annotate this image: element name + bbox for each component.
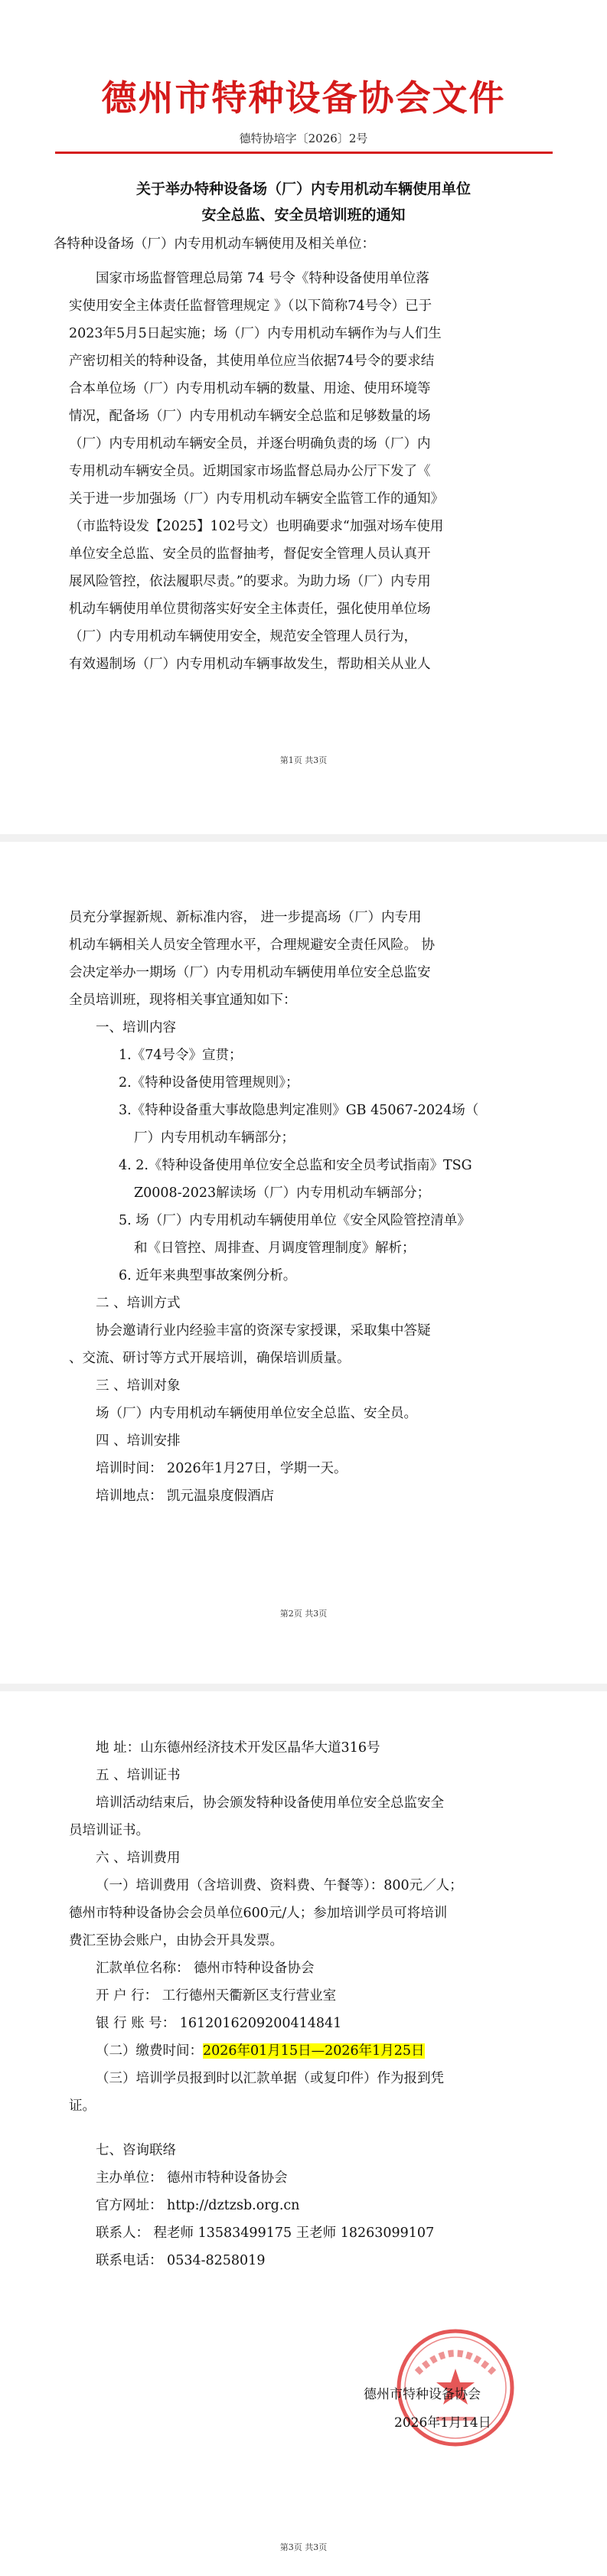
body-line: 情况，配备场（厂）内专用机动车辆安全总监和足够数量的场 <box>69 409 431 424</box>
page-footer: 第1页 共3页 <box>279 755 328 765</box>
content-item: 厂）内专用机动车辆部分； <box>134 1130 295 1146</box>
account-name: 汇款单位名称： 德州市特种设备协会 <box>96 1961 315 1976</box>
body-line: （厂）内专用机动车辆安全员，并逐台明确负责的场（厂）内 <box>69 436 431 452</box>
signature-date: 2026年1月14日 <box>394 2415 491 2431</box>
body-line: 合本单位场（厂）内专用机动车辆的数量、用途、使用环境等 <box>69 381 431 396</box>
signature-organization: 德州市特种设备协会 <box>364 2387 481 2402</box>
body-line: 、交流、研讨等方式开展培训，确保培训质量。 <box>69 1351 351 1366</box>
body-line: （三）培训学员报到时以汇款单据（或复印件）作为报到凭 <box>96 2071 444 2086</box>
body-line: 场（厂）内专用机动车辆使用单位安全总监、安全员。 <box>96 1406 417 1421</box>
contact-phone: 联系电话： 0534-8258019 <box>96 2253 266 2268</box>
section-heading-certificate: 五 、培训证书 <box>96 1768 181 1783</box>
body-line: 机动车辆相关人员安全管理水平，合理规避安全责任风险。 协 <box>69 937 436 953</box>
body-line: 德州市特种设备协会会员单位600元/人；参加培训学员可将培训 <box>69 1906 448 1921</box>
body-line: 机动车辆使用单位贯彻落实好安全主体责任，强化使用单位场 <box>69 602 431 617</box>
account-number: 银 行 账 号： 1612016209200414841 <box>96 2016 342 2031</box>
payment-deadline <box>96 2040 524 2062</box>
body-line: 单位安全总监、安全员的监督抽考，督促安全管理人员认真开 <box>69 546 431 562</box>
body-line: 员培训证书。 <box>69 1823 149 1838</box>
page-footer: 第2页 共3页 <box>279 1609 328 1619</box>
document-header-title: 德州市特种设备协会文件 <box>101 77 506 119</box>
body-line: （厂）内专用机动车辆使用安全，规范安全管理人员行为， <box>69 629 417 644</box>
header-red-rule <box>55 152 553 154</box>
content-item: 1.《74号令》宣贯； <box>119 1048 243 1063</box>
contact-people: 联系人： 程老师 13583499175 王老师 18263099107 <box>96 2225 435 2241</box>
body-line: 费汇至协会账户，由协会开具发票。 <box>69 1933 283 1948</box>
body-line: 员充分掌握新规、新标准内容， 进一步提高场（厂）内专用 <box>69 910 422 925</box>
page-1 <box>0 0 607 834</box>
content-item: 3.《特种设备重大事故隐患判定准则》GB 45067-2024场（ <box>119 1103 479 1118</box>
payment-deadline-value: 2026年01月15日—2026年1月25日 <box>203 2043 425 2059</box>
body-line: 专用机动车辆安全员。近期国家市场监督总局办公厅下发了《 <box>69 464 431 479</box>
organizer: 主办单位： 德州市特种设备协会 <box>96 2170 288 2186</box>
body-line: 关于进一步加强场（厂）内专用机动车辆安全监管工作的通知》 <box>69 491 444 507</box>
payment-deadline-label: （二）缴费时间： <box>96 2043 203 2059</box>
notice-title-line-1: 关于举办特种设备场（厂）内专用机动车辆使用单位 <box>135 181 471 197</box>
body-line: 有效遏制场（厂）内专用机动车辆事故发生，帮助相关从业人 <box>69 657 431 672</box>
section-heading-target: 三 、培训对象 <box>96 1378 181 1394</box>
section-heading-arrangement: 四 、培训安排 <box>96 1433 181 1449</box>
bank-name: 开 户 行： 工行德州天衢新区支行营业室 <box>96 1988 337 2004</box>
body-line: （市监特设发【2025】102号文）也明确要求“加强对场车使用 <box>69 519 444 534</box>
content-item: 2.《特种设备使用管理规则》； <box>119 1075 299 1091</box>
body-line: 实使用安全主体责任监督管理规定 》（以下简称74号令）已于 <box>69 298 432 314</box>
training-address: 地 址：山东德州经济技术开发区晶华大道316号 <box>96 1740 380 1756</box>
section-heading-content: 一、培训内容 <box>96 1020 176 1035</box>
content-item: 4. 2.《特种设备使用单位安全总监和安全员考试指南》TSG <box>119 1158 472 1173</box>
body-line: 证。 <box>69 2098 96 2114</box>
page-2 <box>0 842 607 1684</box>
salutation: 各特种设备场（厂）内专用机动车辆使用及相关单位： <box>54 236 375 252</box>
document-number: 德特协培字〔2026〕2号 <box>239 132 368 145</box>
training-time: 培训时间： 2026年1月27日，学期一天。 <box>96 1461 348 1476</box>
page-3 <box>0 1691 607 2576</box>
training-place: 培训地点： 凯元温泉度假酒店 <box>96 1489 275 1504</box>
body-line: 会决定举办一期场（厂）内专用机动车辆使用单位安全总监安 <box>69 965 431 980</box>
body-line: 培训活动结束后，协会颁发特种设备使用单位安全总监安全 <box>96 1795 444 1811</box>
content-item: 6. 近年来典型事故案例分析。 <box>119 1268 297 1283</box>
section-heading-contact: 七、咨询联络 <box>96 2143 176 2158</box>
section-heading-method: 二 、培训方式 <box>96 1296 181 1311</box>
content-item: 和《日管控、周排查、月调度管理制度》解析； <box>134 1241 416 1256</box>
website: 官方网址： http://dztzsb.org.cn <box>96 2198 300 2213</box>
body-line: （一）培训费用（含培训费、资料费、午餐等）：800元／人； <box>96 1878 463 1893</box>
content-item: Z0008-2023解读场（厂）内专用机动车辆部分； <box>134 1185 431 1201</box>
content-item: 5. 场（厂）内专用机动车辆使用单位《安全风险管控清单》 <box>119 1213 471 1228</box>
notice-title-line-2: 安全总监、安全员培训班的通知 <box>201 207 406 223</box>
section-heading-fee: 六 、培训费用 <box>96 1850 181 1866</box>
body-line: 展风险管控，依法履职尽责。”的要求。为助力场（厂）内专用 <box>69 574 431 589</box>
page-footer: 第3页 共3页 <box>279 2542 328 2552</box>
body-line: 国家市场监督管理总局第 74 号令《特种设备使用单位落 <box>96 271 429 286</box>
body-line: 2023年5月5日起实施；场（厂）内专用机动车辆作为与人们生 <box>69 326 442 341</box>
body-line: 协会邀请行业内经验丰富的资深专家授课，采取集中答疑 <box>96 1323 431 1339</box>
body-line: 全员培训班，现将相关事宜通知如下： <box>69 993 297 1008</box>
body-line: 产密切相关的特种设备，其使用单位应当依据74号令的要求结 <box>69 354 435 369</box>
